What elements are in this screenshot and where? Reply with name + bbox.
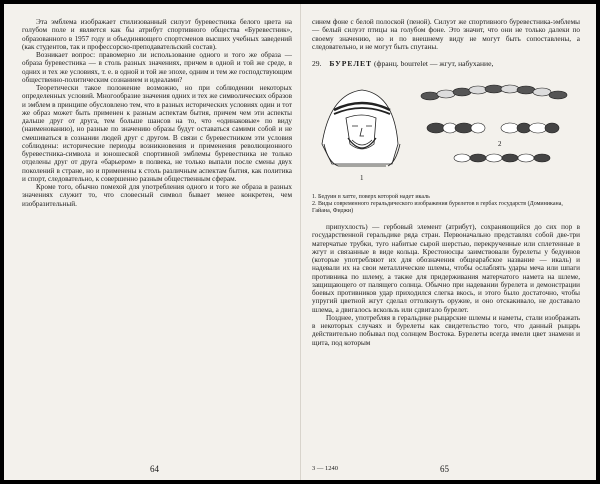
right-paragraph-1: припухлость) — гербовый элемент (атрибут), сохраняющийся до сих пор в государственной геральдике ряда стран. Первоначально представлял собой две-три матерчатые трубки, туго набитые сырой шерстью, перекрученные или сплетенные в жгут и связанные в виде кольца. Крестоносцы заимствовали бурелеты у бедуинов (которые употребляют их для обозначения общеарабское название — икаль) и надевали их на свои металлические шлемы, чтобы ослаблять удары меча или шпаги противника по шлему, а также для придерживания матерчатого намета на шлеме, защищающего от палящего солнца. Обычно при надевании бурелета и демонстрации боевых противников удар приходился слегка вкось, и этого было достаточно, чтобы упругий цветной жгут сделал оттолкнуть оружие, и оно отскакивало, не доставало шлема, а двигалось вскользь или сдвигало бурелет. [312,223,580,314]
book-spread [4,4,596,480]
left-page [22,18,292,480]
entry-heading [312,59,580,68]
left-paragraph-3: Теоретически такое положение возможно, но при соблюдении некоторых определенных условий. Многообразие значения одних и тех же символических образов и эмблем в принципе обусловлено тем, что в разных исторических условиях один и тот же образ может быть применен к разным аспектам бытия, причем чем эти аспекты дальше друг от друга, тем больше шансов на то, что «одинаковые» по виду (наименованию), но разные по значению образы будут оставаться самими собой и не смешиваться в сознании людей друг с другом. В связи с буревестником эти условия соблюдены: исторические периоды возникновения и применения революционного буревестника-символа и юношеской спортивной эмблемы буревестника не только отделены друг от друга «барьером» в полвека, не только выпали после смены двух поколений в стране, но и применены к столь различным аспектам бытия, как политика и спорт, следовательно, к совершенно разным общественным сферам. [22,84,292,183]
bourrelet-figure [312,74,580,190]
right-intro-paragraph: синем фоне с белой полоской (пеной). Силуэт же спортивного буревестника-эмблемы — белый силуэт птицы на голубом фоне. Это значит, что они не только далеки по своему значению, но и по внешнему виду не могут быть сопоставлены, а следовательно, и не могут быть спутаны. [312,18,580,51]
left-paragraph-2: Возникает вопрос: правомерно ли использование одного и того же образа — образа буревестника — в столь разных значениях, причем в одной и той же среде, в одних и тех же условиях, т. е. в одной и той же эпохе, одним и тем же господствующим общественно-политическим сознанием и идеалами? [22,51,292,84]
figure-label-1: 1 [360,174,364,182]
bourrelet-illustration [312,74,580,190]
page-number-right: 65 [440,464,449,474]
bourrelet-variants-drawing [421,85,567,162]
figure-label-2: 2 [498,140,502,148]
entry-number: 29. [312,59,322,68]
gutter-divider [300,4,301,480]
page-number-left: 64 [150,464,159,474]
printer-signature: 3 — 1240 [312,465,338,472]
right-page-text [312,18,580,51]
left-page-text [22,18,292,208]
left-paragraph-4: Кроме того, обычно помехой для употребления одного и того же образа в разных значениях служит то, что словесный символ бывает менее конкретен, чем изобразительный. [22,183,292,208]
right-page-body [312,223,580,347]
bedouin-head-drawing [322,90,400,166]
caption-1: 1. Бедуин в хатте, поверх которой надет икаль [312,194,430,200]
entry-term: БУРЕЛЕТ [329,59,373,68]
caption-2: 2. Виды современного геральдического изображения бурелетов в гербах государств (Доминикана, Гайана, Фиджи) [312,201,563,214]
right-paragraph-2: Позднее, употребляя в геральдике рыцарские шлемы и наметы, стали изображать в некоторых случаях и бурелеты как свидетельство того, что данный рыцарь действительно побывал под солнцем Востока. Бурелеты всегда имели цвет знамени и щита, под которым [312,313,580,347]
entry-etymology: (франц. bourrelet — жгут, набухание, [374,59,494,68]
right-page [312,18,580,480]
figure-captions [312,194,580,215]
left-paragraph-1: Эта эмблема изображает стилизованный силуэт буревестника белого цвета на голубом поле и является как бы атрибут спортивного общества «Буревестник», образованного в 1957 году и объединяющего спортсменов высших учебных заведений (как студентов, так и профессорско-преподавательский состав). [22,18,292,51]
